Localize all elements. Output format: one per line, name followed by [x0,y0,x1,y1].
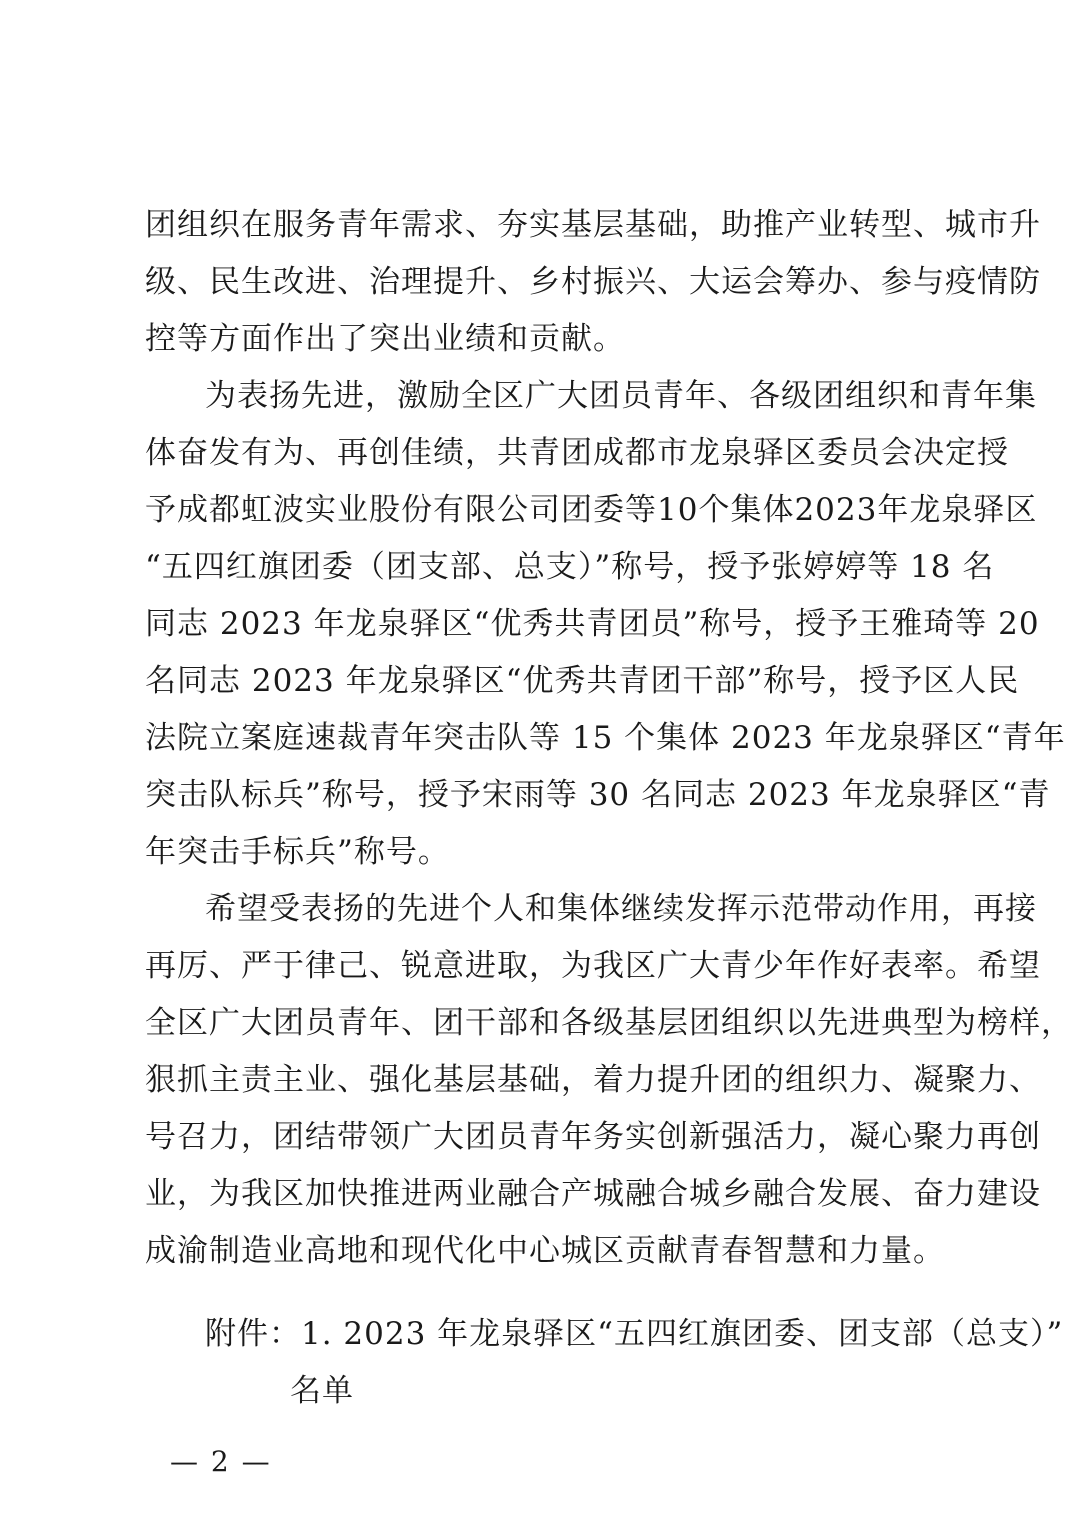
attachment-line-1: 附件：1. 2023 年龙泉驿区“五四红旗团委、团支部（总支）” [205,1316,1064,1352]
paragraph-2-line-9: 年突击手标兵”称号。 [145,834,450,870]
paragraph-3-line-4: 狠抓主责主业、强化基层基础，着力提升团的组织力、凝聚力、 [145,1062,1041,1098]
paragraph-2-line-2: 体奋发有为、再创佳绩，共青团成都市龙泉驿区委员会决定授 [145,435,1009,471]
paragraph-3-line-6: 业，为我区加快推进两业融合产城融合城乡融合发展、奋力建设 [145,1176,1041,1212]
paragraph-2-line-3: 予成都虹波实业股份有限公司团委等10个集体2023年龙泉驿区 [145,492,1038,528]
paragraph-2-line-1: 为表扬先进，激励全区广大团员青年、各级团组织和青年集 [205,378,1037,414]
paragraph-1-line-2: 级、民生改进、治理提升、乡村振兴、大运会筹办、参与疫情防 [145,264,1041,300]
paragraph-2-line-4: “五四红旗团委（团支部、总支）”称号，授予张婷婷等 18 名 [145,549,995,585]
paragraph-2-line-6: 名同志 2023 年龙泉驿区“优秀共青团干部”称号，授予区人民 [145,663,1020,699]
paragraph-3-line-7: 成渝制造业高地和现代化中心城区贡献青春智慧和力量。 [145,1233,945,1269]
paragraph-2-line-8: 突击队标兵”称号，授予宋雨等 30 名同志 2023 年龙泉驿区“青 [145,777,1051,813]
paragraph-3-line-3: 全区广大团员青年、团干部和各级基层团组织以先进典型为榜样， [145,1005,1073,1041]
paragraph-3-line-5: 号召力，团结带领广大团员青年务实创新强活力，凝心聚力再创 [145,1119,1041,1155]
paragraph-3-line-2: 再厉、严于律己、锐意进取，为我区广大青少年作好表率。希望 [145,948,1041,984]
paragraph-3-line-1: 希望受表扬的先进个人和集体继续发挥示范带动作用，再接 [205,891,1037,927]
paragraph-1-line-1: 团组织在服务青年需求、夯实基层基础，助推产业转型、城市升 [145,207,1041,243]
page-number: — 2 — [170,1445,272,1478]
attachment-line-2: 名单 [290,1373,354,1409]
paragraph-2-line-7: 法院立案庭速裁青年突击队等 15 个集体 2023 年龙泉驿区“青年 [145,720,1066,756]
paragraph-2-line-5: 同志 2023 年龙泉驿区“优秀共青团员”称号，授予王雅琦等 20 [145,606,1040,642]
paragraph-1-line-3: 控等方面作出了突出业绩和贡献。 [145,321,625,357]
